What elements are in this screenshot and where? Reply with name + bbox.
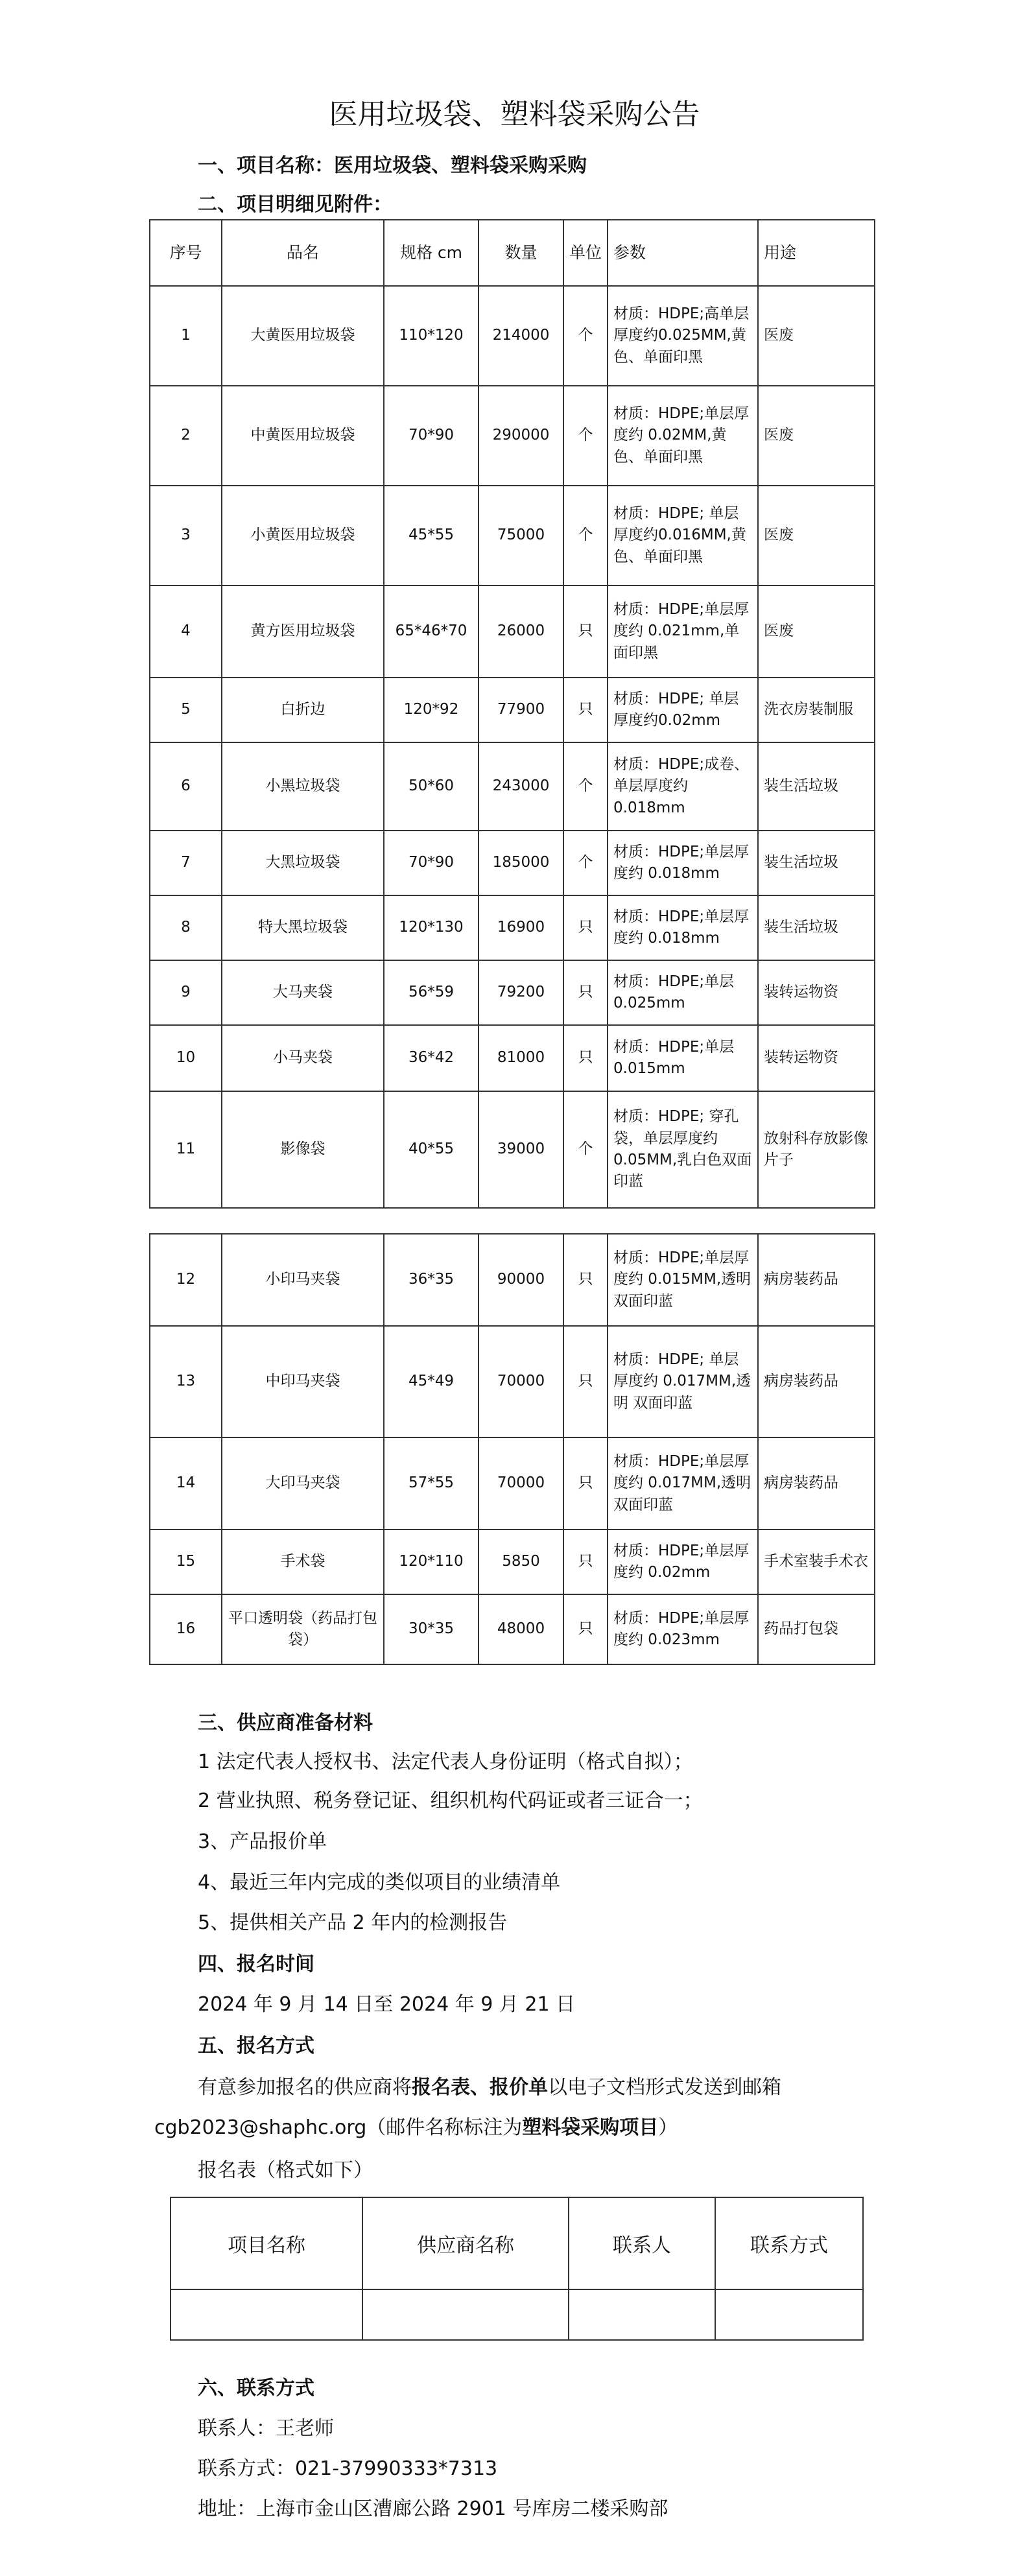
table-row [150,1594,875,1664]
instruction-emphasis: 报名表、报价单 [412,2076,548,2099]
item-spec: 120*130 [384,895,479,960]
item-name: 白折边 [222,678,384,742]
items-table-continued [149,1233,875,1665]
item-unit: 只 [563,1025,608,1091]
item-quantity: 290000 [479,386,563,486]
table-row [150,678,875,742]
registration-form-table [170,2197,864,2341]
table-row [150,1326,875,1437]
table-row [150,742,875,831]
row-number: 6 [150,742,222,831]
item-spec: 120*110 [384,1530,479,1594]
item-usage: 手术室装手术衣 [758,1530,875,1594]
item-name: 手术袋 [222,1530,384,1594]
item-params: 材质：HDPE;高单层厚度约0.025MM,黄色、单面印黑 [608,286,758,386]
section-item-details: 二、项目明细见附件： [198,193,392,216]
item-quantity: 243000 [479,742,563,831]
item-quantity: 39000 [479,1091,563,1208]
table-row [150,486,875,585]
item-name: 大印马夹袋 [222,1437,384,1530]
contact-phone: 联系方式：021-37990333*7313 [198,2457,498,2480]
header-cell: 序号 [150,220,222,286]
item-usage: 医废 [758,386,875,486]
header-cell: 数量 [479,220,563,286]
item-name: 小黄医用垃圾袋 [222,486,384,585]
email-close: ） [658,2116,678,2139]
table-row [150,1091,875,1208]
material-item: 5、提供相关产品 2 年内的检测报告 [198,1911,508,1934]
row-number: 10 [150,1025,222,1091]
form-empty-cell [171,2289,362,2340]
item-quantity: 16900 [479,895,563,960]
item-unit: 个 [563,831,608,895]
item-usage: 医废 [758,585,875,678]
item-quantity: 70000 [479,1437,563,1530]
item-quantity: 5850 [479,1530,563,1594]
item-params: 材质：HDPE;单层厚度约 0.018mm [608,895,758,960]
item-params: 材质：HDPE; 单层 厚度约 0.017MM,透明 双面印蓝 [608,1326,758,1437]
table-row [150,831,875,895]
page-title: 医用垃圾袋、塑料袋采购公告 [329,98,700,131]
item-spec: 110*120 [384,286,479,386]
item-name: 特大黑垃圾袋 [222,895,384,960]
item-params: 材质：HDPE; 穿孔袋，单层厚度约0.05MM,乳白色双面印蓝 [608,1091,758,1208]
email-subject: 塑料袋采购项目 [522,2116,659,2139]
item-spec: 56*59 [384,960,479,1025]
item-usage: 装转运物资 [758,1025,875,1091]
section-registration-method: 五、报名方式 [198,2035,314,2057]
item-name: 小黑垃圾袋 [222,742,384,831]
item-unit: 个 [563,286,608,386]
item-unit: 个 [563,742,608,831]
item-spec: 40*55 [384,1091,479,1208]
table-row [150,960,875,1025]
table-row [150,1530,875,1594]
item-name: 大黄医用垃圾袋 [222,286,384,386]
item-usage: 装转运物资 [758,960,875,1025]
item-params: 材质：HDPE;单层厚度约 0.02mm [608,1530,758,1594]
form-header-cell: 项目名称 [171,2197,362,2289]
item-quantity: 70000 [479,1326,563,1437]
row-number: 8 [150,895,222,960]
contact-person: 联系人：王老师 [198,2417,334,2440]
item-usage: 装生活垃圾 [758,742,875,831]
table-row [150,286,875,386]
item-unit: 只 [563,1594,608,1664]
item-spec: 65*46*70 [384,585,479,678]
email-line [154,2111,678,2140]
row-number: 15 [150,1530,222,1594]
form-header-row [171,2197,863,2289]
item-spec: 70*90 [384,386,479,486]
header-cell: 用途 [758,220,875,286]
item-quantity: 26000 [479,585,563,678]
row-number: 16 [150,1594,222,1664]
item-name: 小马夹袋 [222,1025,384,1091]
item-unit: 个 [563,1091,608,1208]
item-quantity: 75000 [479,486,563,585]
item-unit: 个 [563,386,608,486]
table-row [150,585,875,678]
contact-address: 地址：上海市金山区漕廊公路 2901 号库房二楼采购部 [198,2498,668,2520]
form-header-cell: 联系方式 [715,2197,863,2289]
item-unit: 只 [563,1437,608,1530]
form-header-cell: 联系人 [569,2197,715,2289]
material-item: 3、产品报价单 [198,1830,327,1853]
instruction-text: 有意参加报名的供应商将 [198,2076,412,2099]
form-empty-cell [569,2289,715,2340]
row-number: 9 [150,960,222,1025]
section-project-name: 一、项目名称：医用垃圾袋、塑料袋采购采购 [198,154,587,177]
registration-dates: 2024 年 9 月 14 日至 2024 年 9 月 21 日 [198,1993,576,2016]
item-usage: 放射科存放影像片子 [758,1091,875,1208]
item-name: 平口透明袋（药品打包袋） [222,1594,384,1664]
header-cell: 规格 cm [384,220,479,286]
row-number: 2 [150,386,222,486]
item-spec: 50*60 [384,742,479,831]
item-quantity: 185000 [479,831,563,895]
item-name: 小印马夹袋 [222,1234,384,1326]
item-params: 材质：HDPE;单层厚度约 0.021mm,单面印黑 [608,585,758,678]
material-item: 4、最近三年内完成的类似项目的业绩清单 [198,1871,561,1894]
row-number: 13 [150,1326,222,1437]
section-supplier-materials: 三、供应商准备材料 [198,1712,373,1734]
item-params: 材质：HDPE;单层厚度约 0.023mm [608,1594,758,1664]
row-number: 3 [150,486,222,585]
row-number: 7 [150,831,222,895]
item-params: 材质：HDPE;成卷、 单层厚度约 0.018mm [608,742,758,831]
item-params: 材质：HDPE;单层厚度约 0.02MM,黄色、单面印黑 [608,386,758,486]
table-row [150,895,875,960]
header-cell: 品名 [222,220,384,286]
row-number: 11 [150,1091,222,1208]
item-spec: 70*90 [384,831,479,895]
item-params: 材质：HDPE;单层厚度约 0.018mm [608,831,758,895]
item-usage: 药品打包袋 [758,1594,875,1664]
item-unit: 个 [563,486,608,585]
header-cell: 参数 [608,220,758,286]
item-usage: 装生活垃圾 [758,895,875,960]
form-empty-cell [362,2289,569,2340]
item-usage: 病房装药品 [758,1326,875,1437]
item-spec: 45*49 [384,1326,479,1437]
item-spec: 120*92 [384,678,479,742]
section-contact: 六、联系方式 [198,2377,314,2400]
row-number: 1 [150,286,222,386]
item-name: 大黑垃圾袋 [222,831,384,895]
item-name: 黄方医用垃圾袋 [222,585,384,678]
item-spec: 36*35 [384,1234,479,1326]
item-params: 材质：HDPE;单层0.015mm [608,1025,758,1091]
section-registration-time: 四、报名时间 [198,1953,314,1976]
row-number: 14 [150,1437,222,1530]
item-unit: 只 [563,1234,608,1326]
row-number: 4 [150,585,222,678]
item-params: 材质：HDPE;单层厚度约 0.017MM,透明 双面印蓝 [608,1437,758,1530]
form-header-cell: 供应商名称 [362,2197,569,2289]
item-quantity: 79200 [479,960,563,1025]
item-usage: 病房装药品 [758,1234,875,1326]
row-number: 12 [150,1234,222,1326]
row-number: 5 [150,678,222,742]
item-quantity: 48000 [479,1594,563,1664]
item-usage: 装生活垃圾 [758,831,875,895]
item-params: 材质：HDPE;单层厚度约 0.015MM,透明 双面印蓝 [608,1234,758,1326]
table-row [150,1234,875,1326]
item-quantity: 81000 [479,1025,563,1091]
table-row [150,386,875,486]
item-usage: 洗衣房装制服 [758,678,875,742]
item-unit: 只 [563,960,608,1025]
item-quantity: 77900 [479,678,563,742]
item-params: 材质：HDPE; 单层厚度约0.02mm [608,678,758,742]
item-spec: 30*35 [384,1594,479,1664]
instruction-text: 以电子文档形式发送到邮箱 [548,2076,781,2099]
table-header-row [150,220,875,286]
material-item: 2 营业执照、税务登记证、组织机构代码证或者三证合一； [198,1790,703,1812]
header-cell: 单位 [563,220,608,286]
item-usage: 病房装药品 [758,1437,875,1530]
item-unit: 只 [563,678,608,742]
table-row [150,1437,875,1530]
item-unit: 只 [563,895,608,960]
registration-instructions [198,2071,781,2099]
item-unit: 只 [563,585,608,678]
item-usage: 医废 [758,286,875,386]
form-caption: 报名表（格式如下） [198,2159,373,2182]
item-quantity: 90000 [479,1234,563,1326]
form-empty-row [171,2289,863,2340]
item-name: 影像袋 [222,1091,384,1208]
email-address: cgb2023@shaphc.org（邮件名称标注为 [154,2116,523,2139]
item-params: 材质：HDPE;单层0.025mm [608,960,758,1025]
item-spec: 36*42 [384,1025,479,1091]
item-unit: 只 [563,1530,608,1594]
table-row [150,1025,875,1091]
item-usage: 医废 [758,486,875,585]
material-item: 1 法定代表人授权书、法定代表人身份证明（格式自拟）； [198,1751,693,1773]
item-quantity: 214000 [479,286,563,386]
item-spec: 57*55 [384,1437,479,1530]
item-name: 中黄医用垃圾袋 [222,386,384,486]
item-unit: 只 [563,1326,608,1437]
item-params: 材质：HDPE; 单层厚度约0.016MM,黄色、单面印黑 [608,486,758,585]
form-empty-cell [715,2289,863,2340]
item-spec: 45*55 [384,486,479,585]
item-name: 大马夹袋 [222,960,384,1025]
item-name: 中印马夹袋 [222,1326,384,1437]
items-table [149,219,875,1209]
